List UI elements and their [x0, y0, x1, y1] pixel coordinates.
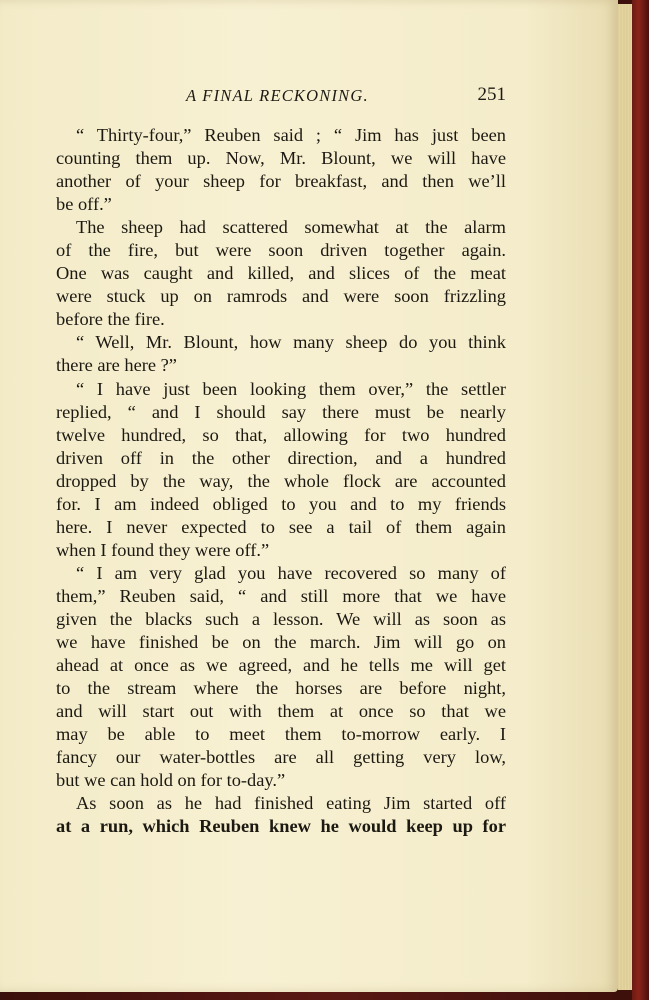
text-line: “ I am very glad you have recovered so many of [76, 562, 506, 583]
text-line: counting them up. Now, Mr. Blount, we will have [56, 148, 506, 169]
text-line: to the stream where the horses are before night, [56, 678, 506, 699]
text-line: fancy our water-bottles are all getting very low, [56, 747, 506, 768]
text-line: “ Thirty-four,” Reuben said ; “ Jim has just been [76, 125, 506, 145]
text-line: be off.” [56, 194, 112, 215]
text-line: of the fire, but were soon driven together again. [56, 240, 506, 261]
page-edges [618, 4, 633, 990]
text-line: here. I never expected to see a tail of them again [56, 516, 506, 537]
text-line: there are here ?” [56, 355, 177, 376]
book-cover-edge [632, 0, 649, 1000]
text-line: may be able to meet them to-morrow early. I [56, 724, 506, 745]
text-line: at a run, which Reuben knew he would keep up for [56, 816, 506, 837]
text-line: “ I have just been looking them over,” the settler [76, 378, 506, 399]
text-line: them,” Reuben said, “ and still more that we have [56, 585, 506, 606]
text-line: driven off in the other direction, and a hundred [56, 447, 506, 468]
text-line: when I found they were off.” [56, 539, 270, 560]
running-head: A FINAL RECKONING. [186, 86, 369, 105]
body-text [56, 124, 506, 838]
text-line: for. I am indeed obliged to you and to my friends [56, 493, 506, 514]
text-line: given the blacks such a lesson. We will as soon as [56, 608, 506, 629]
text-line: were stuck up on ramrods and were soon frizzling [56, 286, 506, 307]
text-line: replied, “ and I should say there must be nearly [56, 401, 506, 422]
text-line: ahead at once as we agreed, and he tells me will get [56, 655, 506, 676]
text-line: but we can hold on for to-day.” [56, 770, 286, 791]
text-line: and will start out with them at once so that we [56, 701, 506, 722]
page-header [60, 86, 506, 110]
text-line: One was caught and killed, and slices of the meat [56, 263, 506, 284]
text-line: we have finished be on the march. Jim will go on [56, 632, 506, 653]
text-line: As soon as he had finished eating Jim started off [76, 793, 506, 814]
text-line: dropped by the way, the whole flock are accounted [56, 470, 506, 491]
text-line: “ Well, Mr. Blount, how many sheep do you think [76, 332, 506, 353]
text-line: another of your sheep for breakfast, and then we’ll [56, 171, 506, 192]
page-number: 251 [477, 84, 506, 105]
text-line: The sheep had scattered somewhat at the alarm [76, 217, 506, 238]
text-line: twelve hundred, so that, allowing for two hundred [56, 424, 506, 445]
text-line: before the fire. [56, 309, 165, 330]
